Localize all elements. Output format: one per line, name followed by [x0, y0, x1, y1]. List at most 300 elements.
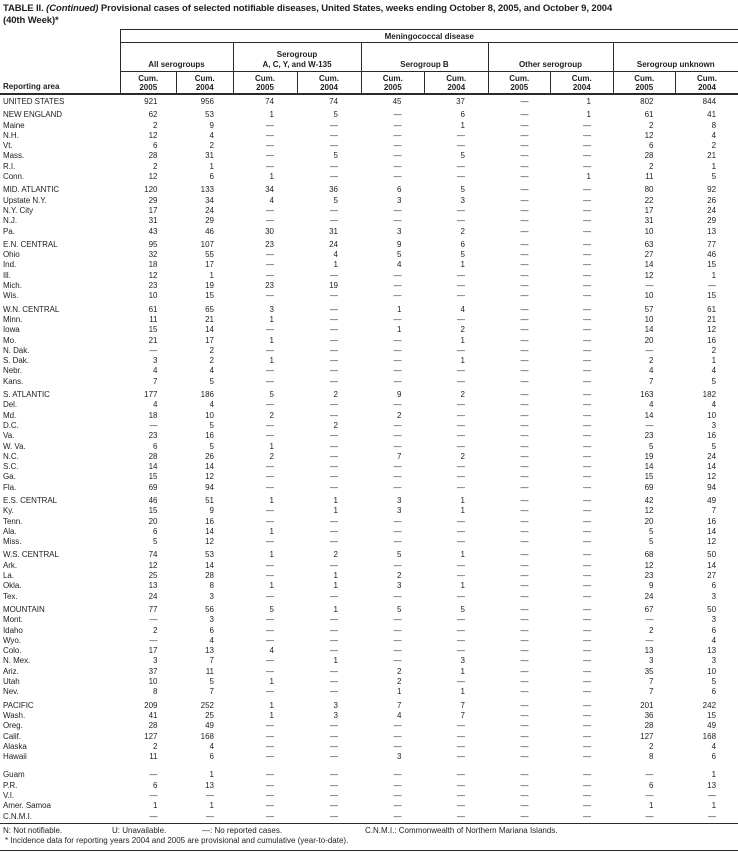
- value-cell: 6: [649, 141, 654, 151]
- value-cell: —: [457, 281, 465, 291]
- value-cell: —: [457, 635, 465, 645]
- table-row: [0, 472, 738, 482]
- value-cell: —: [330, 335, 338, 345]
- value-cell: —: [266, 270, 274, 280]
- value-cell: 17: [205, 335, 214, 345]
- value-cell: —: [583, 721, 591, 731]
- year-label: 2004: [698, 82, 716, 92]
- value-cell: 16: [205, 431, 214, 441]
- value-cell: 2: [460, 226, 465, 236]
- reporting-area-cell: PACIFIC: [3, 700, 34, 710]
- value-cell: 1: [711, 356, 717, 366]
- value-cell: 21: [707, 314, 717, 324]
- value-cell: 14: [707, 560, 717, 570]
- cum-year-header: [613, 72, 676, 95]
- table-row: [0, 172, 738, 182]
- value-cell: 12: [148, 560, 158, 570]
- table-row: [0, 431, 738, 441]
- value-cell: 1: [460, 120, 465, 130]
- value-cell: 6: [649, 780, 654, 790]
- value-cell: —: [457, 591, 465, 601]
- reporting-area-cell: Kans.: [3, 376, 24, 386]
- value-cell: —: [583, 226, 591, 236]
- value-cell: 242: [702, 700, 717, 710]
- value-cell: —: [330, 646, 338, 656]
- value-cell: 3: [333, 710, 338, 720]
- value-cell: —: [393, 281, 402, 291]
- value-cell: —: [520, 410, 529, 420]
- value-cell: —: [393, 462, 402, 472]
- value-cell: —: [457, 291, 465, 301]
- value-cell: —: [457, 770, 465, 780]
- value-cell: 12: [205, 472, 214, 482]
- value-cell: —: [149, 791, 158, 800]
- value-cell: —: [520, 482, 529, 492]
- value-cell: 14: [644, 462, 654, 472]
- value-cell: —: [520, 677, 529, 687]
- reporting-area-cell: E.N. CENTRAL: [3, 239, 58, 249]
- serogroup-label-line: All serogroups: [148, 59, 205, 69]
- value-cell: 74: [265, 97, 274, 106]
- value-cell: 49: [707, 721, 717, 731]
- value-cell: —: [393, 721, 402, 731]
- value-cell: —: [457, 526, 465, 536]
- value-cell: 14: [148, 462, 158, 472]
- serogroup-header: [233, 43, 361, 72]
- value-cell: —: [330, 591, 338, 601]
- value-cell: —: [520, 270, 529, 280]
- value-cell: 6: [209, 625, 214, 635]
- value-cell: 14: [644, 410, 654, 420]
- value-cell: —: [266, 721, 274, 731]
- table-row: [0, 561, 738, 571]
- value-cell: —: [393, 151, 402, 161]
- value-cell: 16: [707, 431, 717, 441]
- value-cell: 12: [644, 506, 654, 516]
- reporting-area-cell: Ill.: [3, 270, 11, 280]
- value-cell: 31: [329, 226, 338, 236]
- reporting-area-cell: N.Y. City: [3, 205, 34, 215]
- value-cell: —: [583, 741, 591, 751]
- value-cell: 1: [269, 700, 274, 710]
- value-cell: 13: [707, 780, 717, 790]
- legend-item: C.N.M.I.: Commonwealth of Northern Mariana Islands.: [365, 825, 558, 835]
- value-cell: 31: [148, 216, 158, 226]
- table-row: [0, 151, 738, 161]
- value-cell: 7: [209, 656, 214, 666]
- reporting-area-cell: Ind.: [3, 260, 17, 270]
- value-cell: 26: [707, 195, 717, 205]
- value-cell: 1: [333, 581, 338, 591]
- value-cell: 16: [205, 516, 214, 526]
- value-cell: —: [266, 801, 274, 811]
- value-cell: 844: [702, 97, 717, 106]
- value-cell: —: [457, 482, 465, 492]
- value-cell: 2: [153, 161, 158, 171]
- value-cell: 77: [148, 604, 158, 614]
- value-cell: 1: [460, 550, 465, 560]
- value-cell: 13: [148, 581, 158, 591]
- value-cell: —: [393, 741, 402, 751]
- value-cell: 1: [586, 172, 591, 182]
- value-cell: —: [583, 250, 591, 260]
- table-row: [0, 483, 738, 493]
- reporting-area-cell: Mont.: [3, 615, 23, 625]
- table-body: [0, 94, 738, 822]
- value-cell: 10: [707, 410, 717, 420]
- value-cell: —: [266, 462, 274, 472]
- value-cell: 3: [649, 656, 654, 666]
- value-cell: 7: [460, 710, 465, 720]
- value-cell: 1: [711, 270, 717, 280]
- value-cell: 133: [200, 185, 214, 195]
- value-cell: 1: [333, 495, 338, 505]
- value-cell: 14: [205, 462, 214, 472]
- value-cell: —: [457, 431, 465, 441]
- value-cell: 5: [649, 526, 654, 536]
- reporting-area-cell: W.S. CENTRAL: [3, 550, 59, 560]
- value-cell: —: [393, 791, 402, 800]
- value-cell: —: [583, 195, 591, 205]
- reporting-area-cell: UNITED STATES: [3, 97, 65, 106]
- title-rest: Provisional cases of selected notifiable diseases, United States, weeks ending October 8, 2005, and October 9, 2004: [100, 3, 613, 14]
- value-cell: 10: [644, 226, 654, 236]
- value-cell: —: [393, 770, 402, 780]
- value-cell: 13: [707, 646, 717, 656]
- value-cell: 2: [153, 120, 158, 130]
- value-cell: —: [330, 615, 338, 625]
- value-cell: 2: [649, 120, 654, 130]
- table-row: [0, 496, 738, 506]
- value-cell: —: [520, 345, 529, 355]
- value-cell: —: [583, 281, 591, 291]
- value-cell: —: [149, 420, 158, 430]
- value-cell: 4: [397, 710, 402, 720]
- serogroup-label-line: Serogroup B: [400, 59, 449, 69]
- reporting-area-cell: Alaska: [3, 741, 27, 751]
- table-row: [0, 121, 738, 131]
- value-cell: —: [330, 526, 338, 536]
- value-cell: 20: [148, 516, 158, 526]
- notifiable-diseases-table: [0, 29, 738, 822]
- value-cell: 25: [205, 710, 214, 720]
- value-cell: 21: [707, 151, 717, 161]
- value-cell: —: [330, 205, 338, 215]
- value-cell: 19: [644, 451, 654, 461]
- value-cell: —: [520, 656, 529, 666]
- value-cell: 37: [148, 666, 158, 676]
- value-cell: 29: [205, 216, 214, 226]
- cum-label: Cum.: [571, 73, 592, 83]
- value-cell: 1: [269, 441, 274, 451]
- value-cell: 18: [148, 410, 158, 420]
- reporting-area-header: Reporting area: [0, 30, 120, 95]
- value-cell: —: [520, 172, 529, 182]
- table-row: [0, 592, 738, 602]
- value-cell: —: [583, 462, 591, 472]
- value-cell: 6: [397, 185, 402, 195]
- value-cell: —: [393, 161, 402, 171]
- value-cell: 1: [711, 770, 717, 780]
- value-cell: 13: [205, 646, 214, 656]
- value-cell: 9: [649, 581, 654, 591]
- value-cell: —: [645, 770, 654, 780]
- value-cell: 107: [200, 239, 214, 249]
- reporting-area-cell: Fla.: [3, 482, 17, 492]
- value-cell: 65: [205, 304, 214, 314]
- value-cell: 61: [707, 304, 717, 314]
- value-cell: 3: [209, 615, 214, 625]
- value-cell: —: [457, 410, 465, 420]
- value-cell: —: [149, 811, 158, 821]
- reporting-area-cell: Tex.: [3, 591, 18, 601]
- table-row: [0, 646, 738, 656]
- value-cell: —: [330, 687, 338, 697]
- value-cell: —: [206, 791, 214, 800]
- value-cell: 2: [460, 451, 465, 461]
- value-cell: 5: [649, 537, 654, 547]
- value-cell: —: [266, 635, 274, 645]
- value-cell: 28: [644, 151, 654, 161]
- table-row: [0, 250, 738, 260]
- table-row: [0, 571, 738, 581]
- value-cell: 15: [148, 472, 158, 482]
- table-row: [0, 732, 738, 742]
- year-label: 2005: [510, 82, 529, 92]
- value-cell: 6: [153, 441, 158, 451]
- value-cell: 5: [711, 441, 717, 451]
- value-cell: —: [520, 281, 529, 291]
- table-row: [0, 131, 738, 141]
- value-cell: —: [520, 195, 529, 205]
- value-cell: —: [393, 130, 402, 140]
- value-cell: —: [393, 216, 402, 226]
- value-cell: —: [583, 526, 591, 536]
- value-cell: —: [266, 731, 274, 741]
- value-cell: 4: [711, 741, 717, 751]
- value-cell: —: [583, 120, 591, 130]
- value-cell: 1: [460, 495, 465, 505]
- value-cell: 5: [333, 110, 338, 120]
- value-cell: —: [266, 345, 274, 355]
- value-cell: 2: [333, 420, 338, 430]
- table-row: [0, 390, 738, 400]
- table-row: [0, 216, 738, 226]
- value-cell: 17: [205, 260, 214, 270]
- value-cell: 28: [205, 571, 214, 581]
- value-cell: —: [393, 516, 402, 526]
- reporting-area-cell: W. Va.: [3, 441, 26, 451]
- value-cell: 8: [153, 687, 158, 697]
- table-row: [0, 527, 738, 537]
- value-cell: —: [520, 801, 529, 811]
- value-cell: 6: [711, 625, 717, 635]
- value-cell: —: [457, 560, 465, 570]
- value-cell: —: [330, 741, 338, 751]
- value-cell: 11: [645, 172, 654, 182]
- value-cell: 6: [153, 526, 158, 536]
- value-cell: —: [520, 780, 529, 790]
- value-cell: 50: [707, 604, 717, 614]
- table-row: [0, 141, 738, 151]
- value-cell: 1: [209, 161, 214, 171]
- value-cell: —: [330, 216, 338, 226]
- value-cell: —: [393, 615, 402, 625]
- value-cell: 1: [333, 506, 338, 516]
- value-cell: —: [393, 591, 402, 601]
- value-cell: 8: [711, 120, 717, 130]
- value-cell: —: [266, 482, 274, 492]
- value-cell: 6: [460, 110, 465, 120]
- value-cell: 6: [209, 752, 214, 762]
- value-cell: —: [149, 615, 158, 625]
- value-cell: —: [520, 646, 529, 656]
- value-cell: —: [457, 516, 465, 526]
- value-cell: 9: [397, 390, 402, 400]
- disease-header-row: [0, 30, 738, 43]
- value-cell: 5: [711, 677, 717, 687]
- value-cell: —: [520, 710, 529, 720]
- cum-label: Cum.: [194, 73, 215, 83]
- table-row: [0, 260, 738, 270]
- value-cell: 5: [209, 420, 214, 430]
- value-cell: —: [520, 185, 529, 195]
- value-cell: —: [583, 801, 591, 811]
- value-cell: —: [457, 791, 465, 800]
- serogroup-label-line: A, C, Y, and W-135: [262, 59, 332, 69]
- year-label: 2004: [572, 82, 591, 92]
- value-cell: —: [330, 400, 338, 410]
- value-cell: —: [330, 462, 338, 472]
- value-cell: 7: [153, 376, 158, 386]
- value-cell: 7: [649, 677, 654, 687]
- value-cell: —: [330, 130, 338, 140]
- value-cell: 41: [148, 710, 158, 720]
- reporting-area-cell: Calif.: [3, 731, 21, 741]
- value-cell: —: [583, 270, 591, 280]
- table-row: [0, 701, 738, 711]
- value-cell: 24: [148, 591, 158, 601]
- value-cell: —: [266, 472, 274, 482]
- value-cell: —: [583, 216, 591, 226]
- value-cell: 14: [205, 526, 214, 536]
- value-cell: 9: [397, 239, 402, 249]
- value-cell: —: [520, 472, 529, 482]
- footnote-incidence: * Incidence data for reporting years 2004 and 2005 are provisional and cumulative (year-to-date).: [5, 835, 349, 845]
- value-cell: 12: [707, 325, 717, 335]
- value-cell: 32: [148, 250, 158, 260]
- value-cell: 94: [707, 482, 717, 492]
- reporting-area-cell: MOUNTAIN: [3, 604, 45, 614]
- table-row: [0, 421, 738, 431]
- table-row: [0, 305, 738, 315]
- value-cell: 921: [144, 97, 158, 106]
- value-cell: —: [266, 400, 274, 410]
- value-cell: —: [583, 571, 591, 581]
- value-cell: 15: [707, 260, 717, 270]
- reporting-area-cell: Iowa: [3, 325, 20, 335]
- value-cell: 77: [707, 239, 717, 249]
- value-cell: 14: [205, 325, 214, 335]
- value-cell: 42: [644, 495, 654, 505]
- cum-year-header: [551, 72, 614, 95]
- table-row: [0, 462, 738, 472]
- value-cell: —: [149, 345, 158, 355]
- value-cell: —: [393, 291, 402, 301]
- value-cell: —: [520, 260, 529, 270]
- value-cell: 63: [644, 239, 654, 249]
- value-cell: 2: [209, 356, 214, 366]
- value-cell: 5: [460, 250, 465, 260]
- value-cell: —: [393, 420, 402, 430]
- value-cell: —: [393, 335, 402, 345]
- value-cell: 22: [644, 195, 654, 205]
- value-cell: 53: [205, 110, 214, 120]
- value-cell: 14: [644, 260, 654, 270]
- value-cell: —: [266, 216, 274, 226]
- table-row: [0, 377, 738, 387]
- value-cell: 163: [640, 390, 654, 400]
- reporting-area-cell: Amer. Samoa: [3, 801, 51, 811]
- value-cell: —: [393, 635, 402, 645]
- value-cell: —: [457, 625, 465, 635]
- value-cell: 16: [707, 516, 717, 526]
- cum-label: Cum.: [319, 73, 339, 83]
- value-cell: —: [583, 591, 591, 601]
- value-cell: —: [583, 325, 591, 335]
- value-cell: —: [583, 420, 591, 430]
- value-cell: —: [520, 770, 529, 780]
- value-cell: —: [520, 239, 529, 249]
- value-cell: 14: [707, 526, 717, 536]
- value-cell: 46: [205, 226, 214, 236]
- value-cell: —: [583, 141, 591, 151]
- spacer-cell: [0, 762, 738, 770]
- value-cell: 7: [460, 700, 465, 710]
- value-cell: 20: [644, 335, 654, 345]
- value-cell: 5: [397, 250, 402, 260]
- value-cell: —: [266, 291, 274, 301]
- value-cell: —: [583, 677, 591, 687]
- value-cell: 4: [209, 130, 214, 140]
- reporting-area-cell: Mo.: [3, 335, 17, 345]
- value-cell: —: [520, 604, 529, 614]
- value-cell: 168: [200, 731, 214, 741]
- value-cell: 5: [333, 151, 338, 161]
- value-cell: —: [330, 345, 338, 355]
- value-cell: 4: [209, 366, 214, 376]
- value-cell: 7: [649, 376, 654, 386]
- value-cell: 5: [460, 151, 465, 161]
- table-row: [0, 346, 738, 356]
- value-cell: —: [583, 604, 591, 614]
- value-cell: —: [457, 420, 465, 430]
- value-cell: —: [583, 506, 591, 516]
- value-cell: 31: [644, 216, 654, 226]
- value-cell: 6: [153, 141, 158, 151]
- value-cell: 2: [397, 410, 402, 420]
- value-cell: —: [520, 356, 529, 366]
- value-cell: —: [583, 185, 591, 195]
- value-cell: —: [457, 731, 465, 741]
- value-cell: —: [520, 314, 529, 324]
- value-cell: 2: [153, 625, 158, 635]
- value-cell: 8: [649, 752, 654, 762]
- value-cell: 23: [148, 431, 158, 441]
- value-cell: —: [330, 376, 338, 386]
- value-cell: —: [583, 451, 591, 461]
- value-cell: —: [520, 635, 529, 645]
